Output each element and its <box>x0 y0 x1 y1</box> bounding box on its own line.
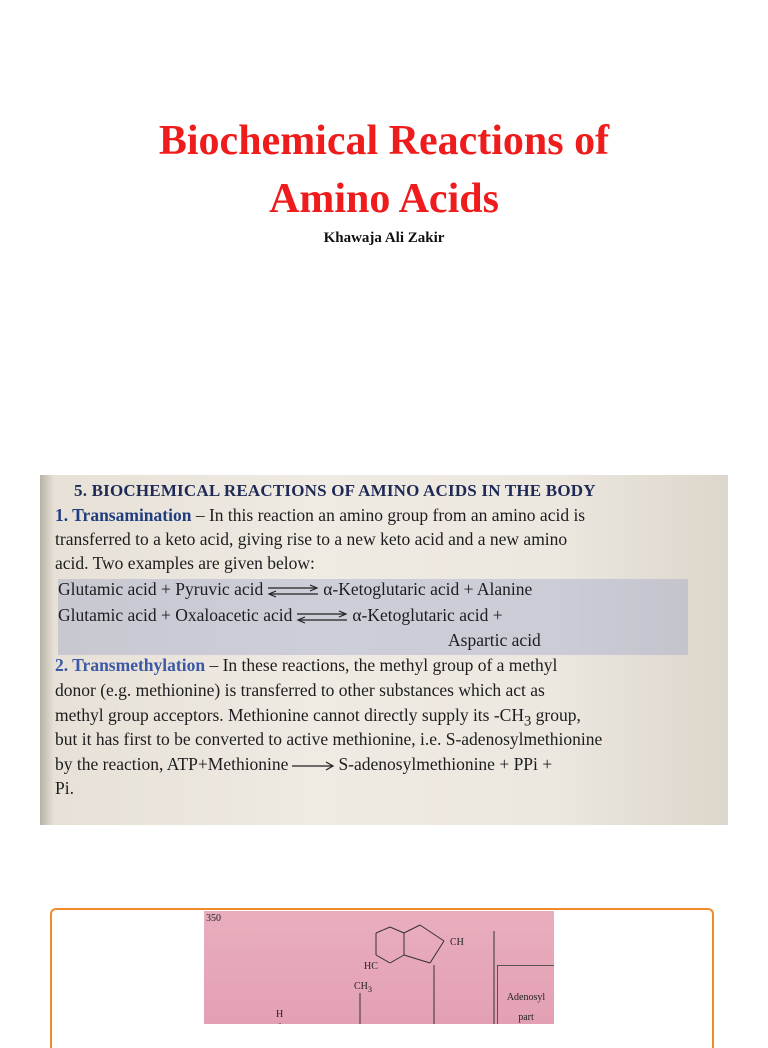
equation-1-reactants: Glutamic acid + Pyruvic acid <box>58 579 264 599</box>
part-label: part <box>518 1012 534 1023</box>
transmethylation-line-6: Pi. <box>55 778 74 798</box>
atom-hc: HC <box>364 961 378 972</box>
equation-1-products: α-Ketoglutaric acid + Alanine <box>323 579 533 599</box>
transamination-line-1 <box>55 505 585 526</box>
atom-h: H <box>276 1009 284 1020</box>
atom-ch3 <box>354 981 372 994</box>
atom-ch3-subscript: 3 <box>367 985 373 994</box>
reaction-arrow-icon <box>291 761 335 771</box>
atom-ch: CH <box>450 937 464 948</box>
transmethylation-text-3: methyl group acceptors. Methionine cannot directly supply its -CH <box>55 705 524 725</box>
section-heading: 5. BIOCHEMICAL REACTIONS OF AMINO ACIDS IN THE BODY <box>74 481 596 500</box>
transmethylation-text-1: – In these reactions, the methyl group of a methyl <box>205 655 558 675</box>
transmethylation-term: 2. Transmethylation <box>55 655 206 675</box>
transmethylation-line-1 <box>55 655 557 676</box>
transmethylation-text-3b: group, <box>531 705 581 725</box>
reaction-products: S-adenosylmethionine + PPi + <box>338 754 553 774</box>
transamination-line-2: transferred to a keto acid, giving rise to a new keto acid and a new amino <box>55 529 568 549</box>
page-shadow <box>40 475 54 825</box>
adenosyl-label: Adenosyl <box>506 992 546 1003</box>
slide-author: Khawaja Ali Zakir <box>323 230 445 246</box>
ch3-subscript: 3 <box>524 713 532 730</box>
adenosyl-label-box <box>497 965 554 1024</box>
textbook-photo <box>40 475 728 825</box>
equation-2-reactants: Glutamic acid + Oxaloacetic acid <box>58 605 293 625</box>
transmethylation-line-2: donor (e.g. methionine) is transferred to other substances which act as <box>55 680 545 700</box>
slide-title-line-2: Amino Acids <box>269 176 499 222</box>
atom-ch3-text: CH <box>354 981 368 992</box>
transmethylation-line-3 <box>55 705 581 731</box>
slide-title <box>0 112 768 228</box>
equation-2 <box>58 605 503 626</box>
transmethylation-line-5 <box>55 754 552 775</box>
equation-2-products: α-Ketoglutaric acid + <box>352 605 503 625</box>
reaction-reactants: by the reaction, ATP+Methionine <box>55 754 289 774</box>
page-number: 350 <box>206 913 221 924</box>
slide-title-line-1: Biochemical Reactions of <box>158 118 610 164</box>
transamination-text-1: – In this reaction an amino group from an amino acid is <box>191 505 586 525</box>
equilibrium-arrow-icon <box>295 610 349 624</box>
equation-1 <box>58 579 532 600</box>
equilibrium-arrow-icon <box>266 584 320 598</box>
adenosyl-structure-photo <box>204 911 554 1024</box>
equation-2-continued: Aspartic acid <box>448 630 541 650</box>
transamination-term: 1. Transamination <box>55 505 192 525</box>
transmethylation-line-4: but it has first to be converted to active methionine, i.e. S-adenosylmethionine <box>55 729 603 749</box>
transamination-line-3: acid. Two examples are given below: <box>55 553 315 573</box>
